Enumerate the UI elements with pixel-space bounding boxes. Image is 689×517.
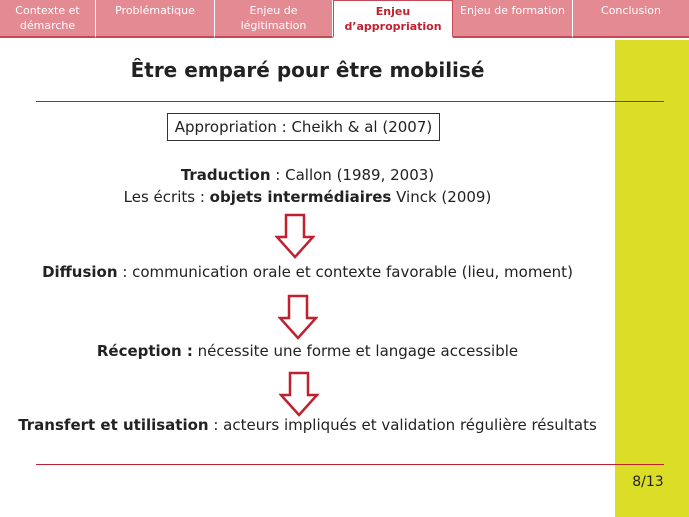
tab-conclusion[interactable] bbox=[573, 0, 689, 38]
down-arrow-icon bbox=[278, 294, 318, 340]
item-reception bbox=[0, 342, 615, 360]
item-bold: Réception : bbox=[96, 342, 193, 360]
down-arrow-icon bbox=[275, 213, 315, 259]
tab-contexte-demarche[interactable] bbox=[0, 0, 96, 38]
tab-label: Enjeu de formation bbox=[460, 4, 565, 17]
slide-title: Être emparé pour être mobilisé bbox=[130, 58, 485, 82]
yellow-sidebar bbox=[615, 40, 689, 517]
item-bold: Traduction bbox=[180, 166, 271, 184]
page-number: 8/13 bbox=[632, 474, 664, 490]
item-ecrits bbox=[0, 188, 615, 206]
item-bold: Diffusion bbox=[42, 263, 118, 281]
tab-enjeu-appropriation[interactable] bbox=[333, 0, 453, 38]
item-bold: Transfert et utilisation bbox=[18, 416, 209, 434]
item-text: Vinck (2009) bbox=[391, 188, 492, 206]
item-prefix: Les écrits : bbox=[123, 188, 210, 206]
item-bold: objets intermédiaires bbox=[209, 188, 392, 206]
item-text: : communication orale et contexte favorable (lieu, moment) bbox=[117, 263, 573, 281]
tab-enjeu-legitimation[interactable] bbox=[215, 0, 333, 38]
item-traduction bbox=[0, 166, 615, 184]
tab-enjeu-formation[interactable] bbox=[453, 0, 573, 38]
tab-label: Problématique bbox=[115, 4, 195, 17]
down-arrow-icon bbox=[279, 371, 319, 417]
item-text: : Callon (1989, 2003) bbox=[270, 166, 435, 184]
item-diffusion bbox=[0, 263, 615, 281]
item-text: : acteurs impliqués et validation régulière résultats bbox=[208, 416, 597, 434]
top-navigation bbox=[0, 0, 689, 40]
tab-label: Conclusion bbox=[601, 4, 661, 17]
item-text: nécessite une forme et langage accessible bbox=[192, 342, 519, 360]
tab-label: Enjeu d’appropriation bbox=[344, 5, 442, 33]
item-transfert bbox=[0, 416, 615, 434]
tab-problematique[interactable] bbox=[96, 0, 215, 38]
reference-box: Appropriation : Cheikh & al (2007) bbox=[167, 113, 440, 141]
footer-divider bbox=[36, 464, 664, 465]
title-divider bbox=[36, 101, 664, 102]
tab-label: Enjeu de légitimation bbox=[240, 4, 307, 32]
tab-label: Contexte et démarche bbox=[15, 4, 80, 32]
